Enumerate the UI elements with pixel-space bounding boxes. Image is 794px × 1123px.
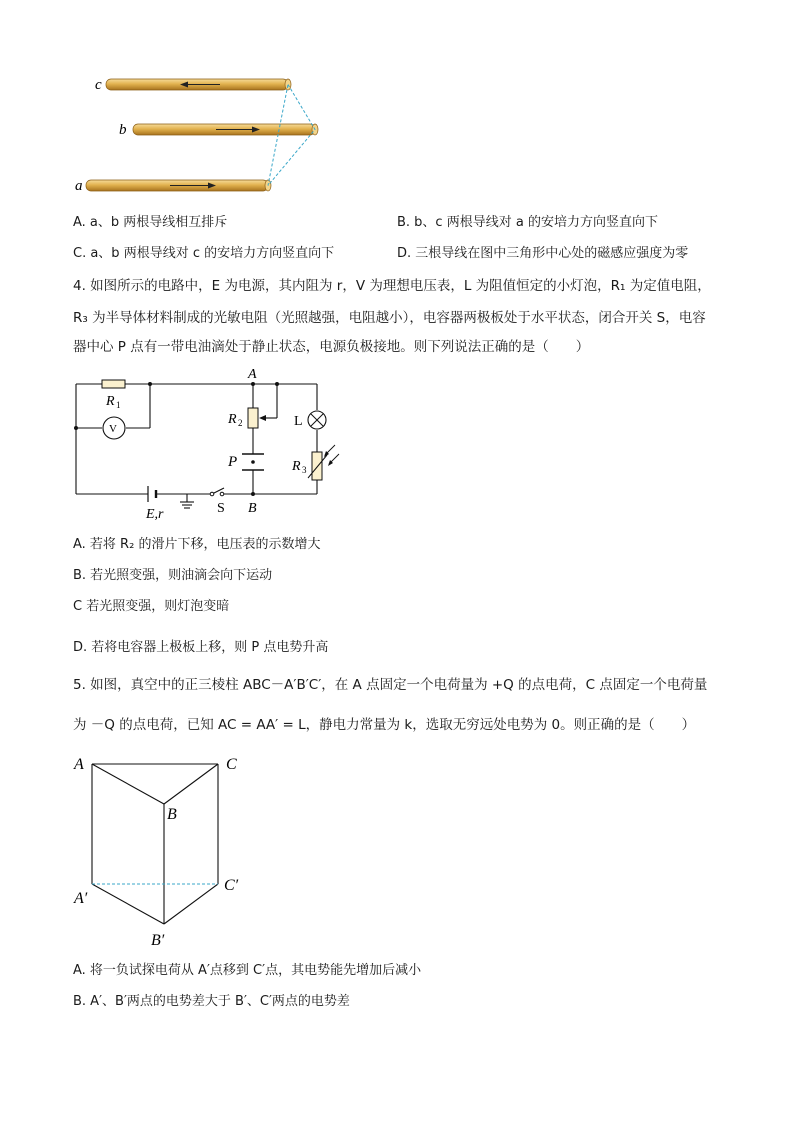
label-r3: R: [292, 459, 301, 474]
label-a: a: [75, 178, 83, 194]
q5-option-a: A. 将一负试探电荷从 A′点移到 C′点，其电势能先增加后减小: [73, 963, 422, 978]
q3-option-c: C. a、b 两根导线对 c 的安培力方向竖直向下: [73, 246, 335, 261]
q4-option-c: C 若光照变强，则灯泡变暗: [73, 599, 230, 614]
label-r1: R: [106, 394, 115, 409]
label-r1-sub: 1: [116, 400, 121, 410]
photoresistor-r3: [312, 452, 322, 480]
label-prism-c: C: [226, 756, 237, 773]
q3-option-d: D. 三根导线在图中三角形中心处的磁感应强度为零: [397, 246, 689, 261]
q4-option-d: D. 若将电容器上极板上移，则 P 点电势升高: [73, 640, 329, 655]
label-node-a: A: [248, 367, 257, 382]
resistor-r1: [102, 380, 125, 388]
q4-stem-line-2: R₃ 为半导体材料制成的光敏电阻（光照越强，电阻越小），电容器两极板处于水平状态，闭合开关 S，电容: [73, 310, 706, 326]
label-er: E,r: [146, 507, 164, 522]
label-r3-sub: 3: [302, 465, 307, 475]
label-prism-a: A: [74, 756, 84, 773]
label-s: S: [217, 501, 225, 516]
label-prism-b1: B′: [151, 932, 165, 949]
label-prism-c1: C′: [224, 877, 239, 894]
label-node-b: B: [248, 501, 257, 516]
q4-option-a: A. 若将 R₂ 的滑片下移，电压表的示数增大: [73, 537, 321, 552]
q5-stem-line-1: 5. 如图，真空中的正三棱柱 ABC－A′B′C′，在 A 点固定一个电荷量为 +Q 的点电荷，C 点固定一个电荷量: [73, 677, 708, 693]
label-prism-a1: A′: [74, 890, 88, 907]
label-r2: R: [228, 412, 237, 427]
label-c: c: [95, 77, 102, 93]
label-l: L: [294, 414, 303, 429]
label-prism-b: B: [167, 806, 177, 823]
q4-stem-line-1: 4. 如图所示的电路中，E 为电源，其内阻为 r，V 为理想电压表，L 为阻值恒定的小灯泡，R₁ 为定值电阻，: [73, 278, 711, 294]
q5-stem-line-2: 为 －Q 的点电荷，已知 AC = AA′ = L，静电力常量为 k，选取无穷远处电势为 0。则正确的是（ ）: [73, 717, 696, 733]
parallel-wires-figure: [70, 70, 340, 200]
rheostat-r2: [248, 408, 258, 428]
oil-drop-p: [251, 460, 255, 464]
triangular-prism-figure: [66, 748, 256, 953]
q4-stem-line-3: 器中心 P 点有一带电油滴处于静止状态，电源负极接地。则下列说法正确的是（ ）: [73, 339, 590, 355]
label-p: P: [228, 454, 238, 470]
label-r2-sub: 2: [238, 418, 243, 428]
circuit-diagram: [62, 362, 352, 522]
q3-option-a: A. a、b 两根导线相互排斥: [73, 215, 228, 230]
q4-option-b: B. 若光照变强，则油滴会向下运动: [73, 568, 273, 583]
label-v: V: [109, 423, 117, 435]
q3-option-b: B. b、c 两根导线对 a 的安培力方向竖直向下: [397, 215, 658, 230]
switch-s: [210, 492, 214, 496]
q5-option-b: B. A′、B′两点的电势差大于 B′、C′两点的电势差: [73, 994, 350, 1009]
label-b: b: [119, 122, 127, 138]
